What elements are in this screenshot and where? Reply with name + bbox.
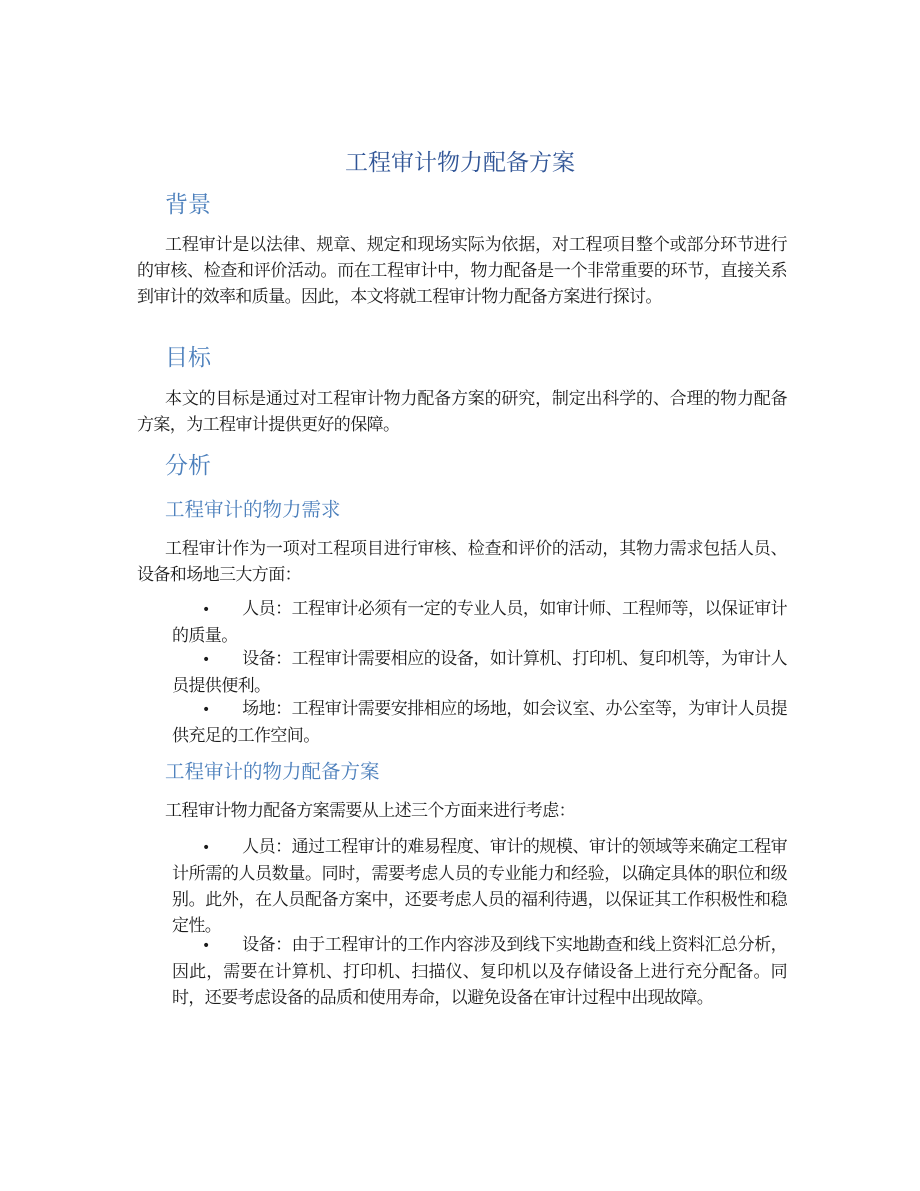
bullet-icon: •	[202, 840, 210, 856]
list-item-text: 设备：工程审计需要相应的设备，如计算机、打印机、复印机等，为审计人员提供便利。	[172, 649, 787, 696]
list-item-needs-venue	[172, 696, 787, 749]
heading-analysis: 分析	[165, 453, 211, 479]
paragraph-allocation-plan: 工程审计物力配备方案需要从上述三个方面来进行考虑：	[165, 801, 575, 821]
paragraph-material-needs: 工程审计作为一项对工程项目进行审核、检查和评价的活动，其物力需求包括人员、设备和场地三大方面：	[137, 539, 787, 585]
heading-goal: 目标	[165, 345, 211, 371]
bullet-icon: •	[202, 938, 210, 954]
list-item-text: 设备：由于工程审计的工作内容涉及到线下实地勘查和线上资料汇总分析，因此，需要在计算机、打印机、扫描仪、复印机以及存储设备上进行充分配备。同时，还要考虑设备的品质和使用寿命，以避免设备在审计过程中出现故障。	[172, 935, 787, 1008]
list-item-plan-equipment	[172, 932, 787, 1011]
bullet-icon: •	[202, 702, 210, 718]
heading-background: 背景	[165, 192, 211, 218]
list-item-needs-personnel	[172, 596, 787, 649]
list-item-needs-equipment	[172, 646, 787, 699]
paragraph-background: 工程审计是以法律、规章、规定和现场实际为依据，对工程项目整个或部分环节进行的审核、检查和评价活动。而在工程审计中，物力配备是一个非常重要的环节，直接关系到审计的效率和质量。因此，本文将就工程审计物力配备方案进行探讨。	[137, 235, 787, 307]
subheading-allocation-plan: 工程审计的物力配备方案	[165, 760, 380, 783]
list-item-plan-personnel	[172, 834, 787, 939]
list-item-text: 人员：工程审计必须有一定的专业人员，如审计师、工程师等，以保证审计的质量。	[172, 599, 787, 646]
list-item-text: 场地：工程审计需要安排相应的场地，如会议室、办公室等，为审计人员提供充足的工作空间。	[172, 699, 787, 746]
paragraph-goal: 本文的目标是通过对工程审计物力配备方案的研究，制定出科学的、合理的物力配备方案，为工程审计提供更好的保障。	[137, 389, 787, 435]
list-item-text: 人员：通过工程审计的难易程度、审计的规模、审计的领域等来确定工程审计所需的人员数量。同时，需要考虑人员的专业能力和经验，以确定具体的职位和级别。此外，在人员配备方案中，还要考虑人员的福利待遇，以保证其工作积极性和稳定性。	[172, 837, 787, 936]
bullet-icon: •	[202, 652, 210, 668]
document-title: 工程审计物力配备方案	[345, 150, 575, 176]
subheading-material-needs: 工程审计的物力需求	[165, 498, 341, 521]
bullet-icon: •	[202, 602, 210, 618]
